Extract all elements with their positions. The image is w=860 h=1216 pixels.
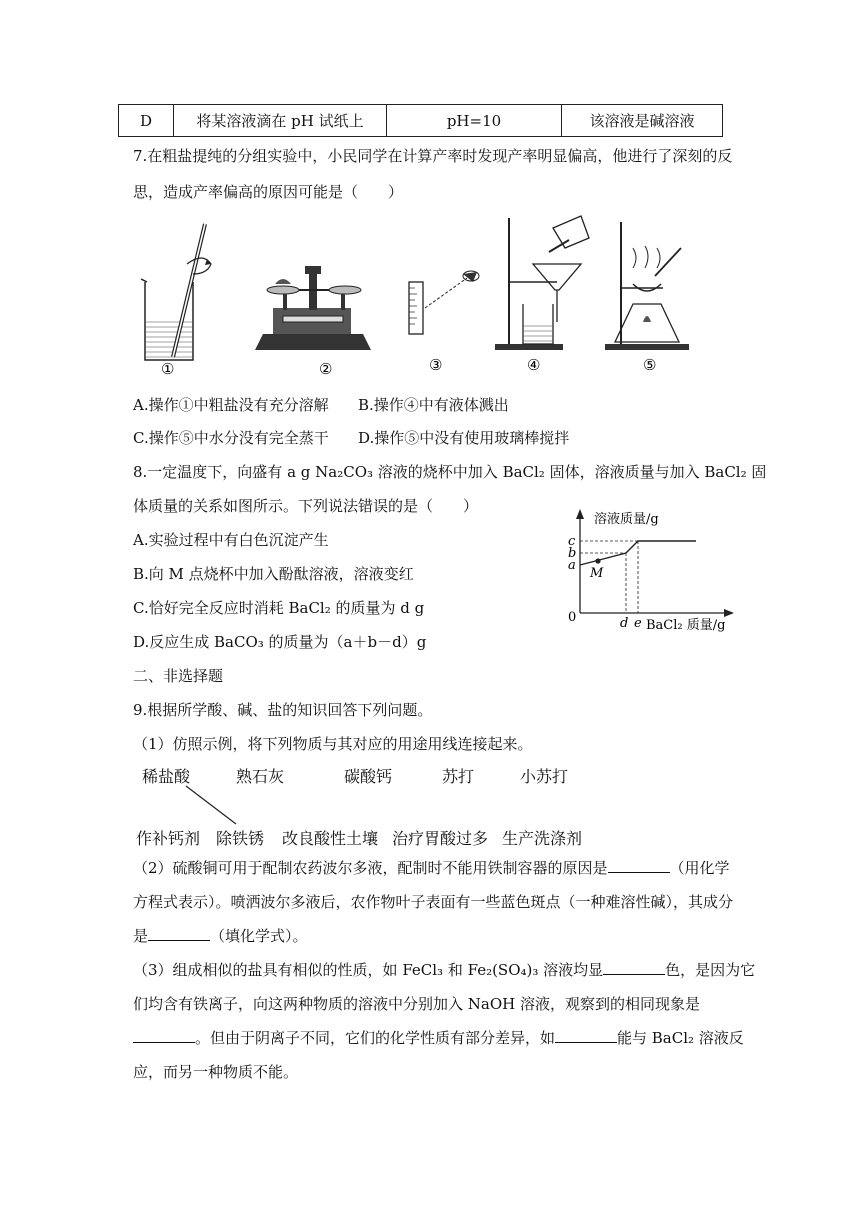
q8-option-c: C.恰好完全反应时消耗 BaCl₂ 的质量为 d g [133, 599, 425, 617]
graph-ylabel: 溶液质量/g [594, 512, 659, 527]
use-3: 改良酸性土壤 [282, 829, 379, 848]
q8-option-a: A.实验过程中有白色沉淀产生 [133, 531, 329, 549]
q9-part2-line1 [133, 858, 730, 878]
graph-ytick-a: a [568, 558, 576, 573]
use-4: 治疗胃酸过多 [392, 829, 489, 848]
q9-part3-text-a: （3）组成相似的盐具有相似的性质，如 FeCl₃ 和 Fe₂(SO₄)₃ 溶液均显 [133, 961, 604, 979]
graph-xtick-e: e [634, 616, 642, 631]
substance-4: 苏打 [442, 767, 475, 786]
answer-blank-substance[interactable] [555, 1028, 617, 1043]
q8-option-d: D.反应生成 BaCO₃ 的质量为（a＋b－d）g [133, 633, 427, 651]
answer-blank-color[interactable] [603, 960, 665, 975]
filtration-apparatus-icon [495, 216, 589, 350]
substance-1: 稀盐酸 [142, 767, 191, 786]
graph-xlabel: BaCl₂ 质量/g [646, 618, 726, 633]
q8-option-b: B.向 M 点烧杯中加入酚酞溶液，溶液变红 [133, 565, 414, 583]
graph-ytick-b: b [568, 546, 577, 561]
q9-part2-text-d: （填化学式）。 [210, 927, 308, 945]
figure-label-2: ② [319, 360, 333, 378]
answer-blank-phenomenon[interactable] [133, 1028, 195, 1043]
graduated-cylinder-reading-icon [409, 271, 479, 334]
use-2: 除铁锈 [216, 829, 265, 848]
q7-option-c: C.操作⑤中水分没有完全蒸干 [133, 429, 329, 447]
q7-stem-line2: 思，造成产率偏高的原因可能是（ ） [133, 183, 404, 201]
q9-part3-text-c: 。但由于阴离子不同，它们的化学性质有部分差异，如 [195, 1029, 556, 1047]
evaporation-apparatus-icon [605, 222, 689, 350]
graph-point-m: M [590, 566, 604, 581]
q7-option-a: A.操作①中粗盐没有充分溶解 [133, 396, 329, 414]
table-cell-result: pH=10 [387, 105, 562, 137]
graph-xtick-d: d [620, 616, 629, 631]
use-5: 生产洗涤剂 [502, 829, 583, 848]
q9-part3-text-b: 色，是因为它 [665, 961, 756, 979]
q9-part2-text-b: （用化学 [669, 859, 730, 877]
table-cell-operation: 将某溶液滴在 pH 试纸上 [174, 105, 387, 137]
q7-apparatus-figure [133, 212, 703, 384]
q9-part3-line1 [133, 960, 755, 980]
substance-3: 碳酸钙 [344, 767, 393, 786]
table-cell-conclusion: 该溶液是碱溶液 [562, 105, 723, 137]
graph-ytick-c: c [568, 534, 576, 549]
example-connecting-line [180, 784, 260, 828]
graph-origin: 0 [568, 610, 577, 625]
balance-scale-icon [255, 266, 371, 350]
q9-part3-text-d: 能与 BaCl₂ 溶液反 [617, 1029, 744, 1047]
q9-part3-line2: 们均含有铁离子，向这两种物质的溶液中分别加入 NaOH 溶液，观察到的相同现象是 [133, 995, 700, 1013]
q9-part2-line3 [133, 926, 308, 946]
figure-label-1: ① [161, 360, 175, 378]
substance-2: 熟石灰 [236, 767, 285, 786]
answer-blank-formula[interactable] [148, 926, 210, 941]
substance-5: 小苏打 [520, 767, 569, 786]
q9-part2-line2: 方程式表示）。喷洒波尔多液后，农作物叶子表面有一些蓝色斑点（一种难溶性碱），其成分 [133, 893, 734, 911]
q9-part2-text-a: （2）硫酸铜可用于配制农药波尔多液，配制时不能用铁制容器的原因是 [133, 859, 608, 877]
answer-table-row-d [118, 104, 723, 137]
figure-label-5: ⑤ [643, 356, 657, 374]
q9-part3-line4: 应，而另一种物质不能。 [133, 1063, 299, 1081]
beaker-stirring-icon [141, 224, 211, 360]
figure-label-4: ④ [527, 356, 541, 374]
figure-label-3: ③ [429, 356, 443, 374]
q7-stem-line1: 7.在粗盐提纯的分组实验中，小民同学在计算产率时发现产率明显偏高，他进行了深刻的反 [133, 147, 733, 165]
q9-part2-text-c: 是 [133, 927, 149, 945]
q8-stem-line2: 体质量的关系如图所示。下列说法错误的是（ ） [133, 497, 479, 515]
table-cell-option: D [119, 105, 174, 137]
q8-mass-graph [560, 505, 740, 635]
q9-part1-text: （1）仿照示例，将下列物质与其对应的用途用线连接起来。 [133, 735, 533, 753]
q8-stem-line1: 8.一定温度下，向盛有 a g Na₂CO₃ 溶液的烧杯中加入 BaCl₂ 固体，溶液质量与加入 BaCl₂ 固 [133, 463, 767, 481]
q7-option-d: D.操作⑤中没有使用玻璃棒搅拌 [358, 429, 570, 447]
q9-intro: 9.根据所学酸、碱、盐的知识回答下列问题。 [133, 701, 433, 719]
section-title-non-choice: 二、非选择题 [133, 667, 224, 685]
q7-option-b: B.操作④中有液体溅出 [358, 396, 509, 414]
answer-blank-equation[interactable] [608, 858, 670, 873]
q9-part3-line3 [133, 1028, 744, 1048]
use-1: 作补钙剂 [136, 829, 201, 848]
